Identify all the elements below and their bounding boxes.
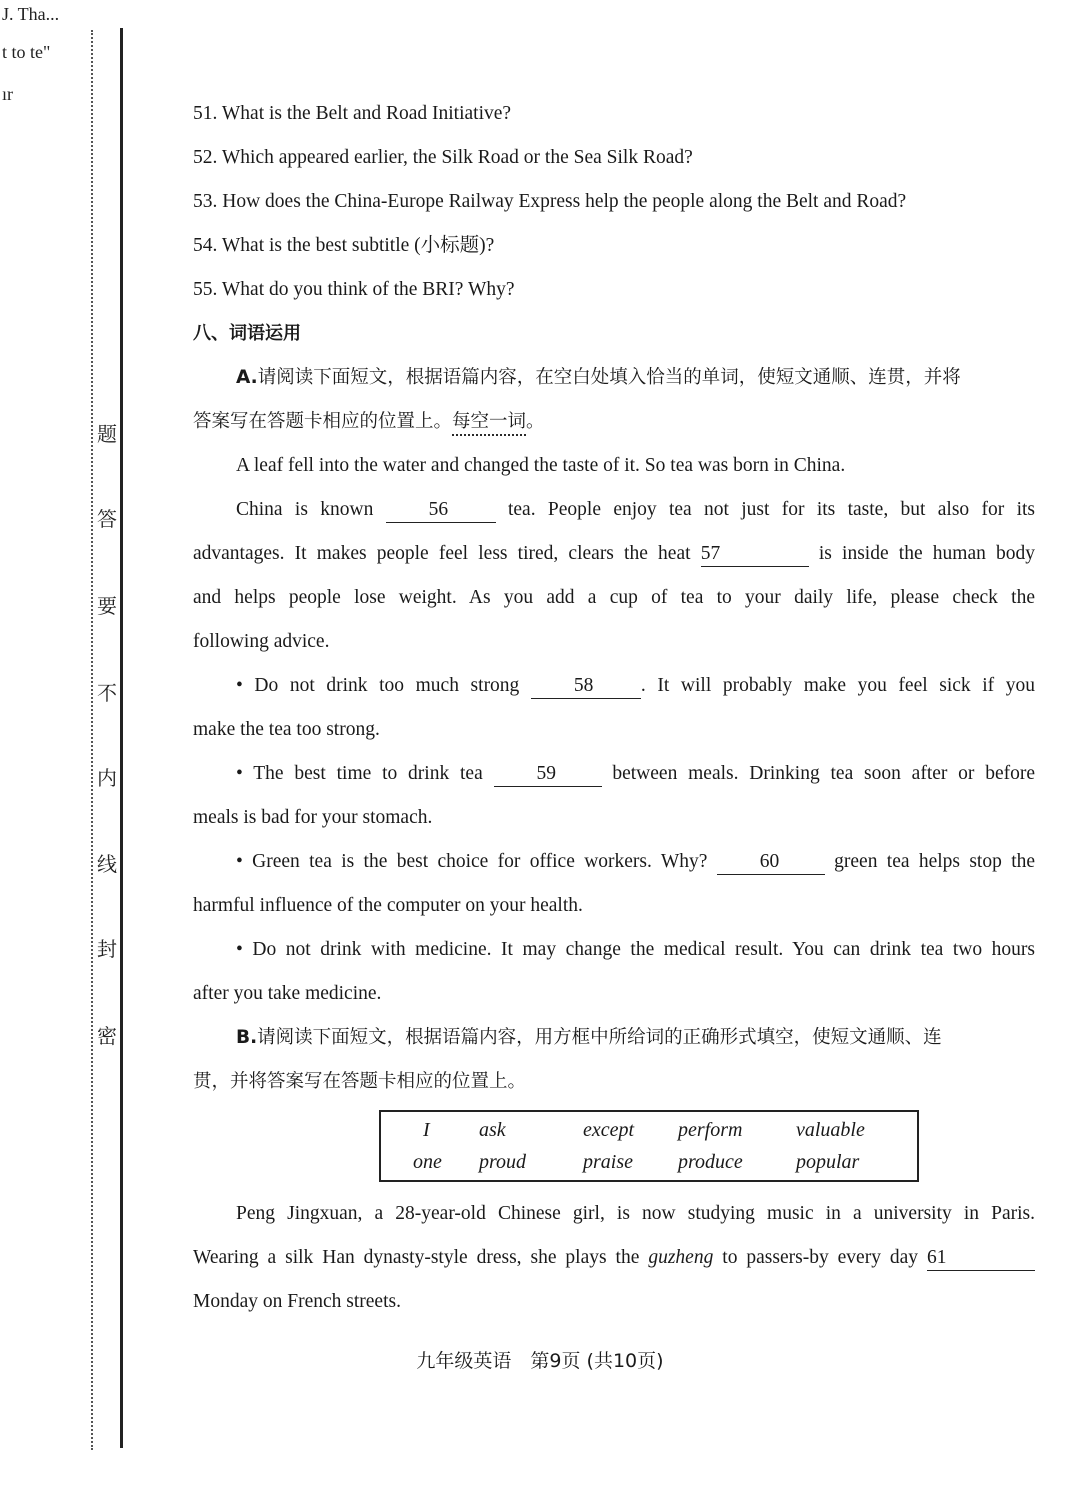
part-a-instruction-line1	[193, 356, 1035, 400]
blank-58: 58	[531, 674, 641, 699]
paragraph-line	[193, 488, 1035, 532]
margin-text-fragment: t to te"	[2, 42, 51, 62]
text-run: is inside the human body	[818, 543, 1036, 564]
text-run: • The best time to drink tea	[236, 763, 483, 784]
question-51: 51. What is the Belt and Road Initiative?	[193, 103, 512, 124]
word-box-word: ask	[479, 1119, 506, 1141]
question-54: 54. What is the best subtitle (小标题)?	[193, 235, 495, 256]
exam-content	[193, 92, 1035, 1324]
seal-line-char: 不	[97, 681, 117, 705]
blank-61: 61	[927, 1246, 1035, 1271]
binding-dotted-line	[91, 30, 93, 1450]
paragraph-line	[193, 532, 1035, 576]
word-box-word: except	[583, 1119, 635, 1141]
seal-line-char: 题	[97, 422, 117, 446]
text-run: tea. People enjoy tea not just for its taste, but also for its	[507, 499, 1035, 520]
bullet-line	[193, 752, 1035, 796]
bullet-line	[193, 664, 1035, 708]
margin-text-fragment: ır	[2, 84, 13, 104]
emphasis-text: 每空一词	[452, 411, 527, 432]
punctuation: 。	[526, 411, 545, 432]
bullet-line: • Do not drink with medicine. It may change the medical result. You can drink tea two hours	[236, 939, 1035, 960]
word-box-word: valuable	[796, 1119, 865, 1141]
part-a-label: A.	[236, 367, 258, 388]
paragraph-line: Peng Jingxuan, a 28-year-old Chinese girl, is now studying music in a university in Paris.	[236, 1203, 1035, 1224]
section-title: 八、词语运用	[193, 323, 301, 344]
word-box-word: produce	[678, 1151, 743, 1173]
part-a-instruction-line2	[193, 400, 1035, 444]
text-run: . It will probably make you feel sick if you	[640, 675, 1036, 696]
blank-56: 56	[386, 498, 496, 523]
part-b-instruction-text: 请阅读下面短文，根据语篇内容，用方框中所给词的正确形式填空，使短文通顺、连	[257, 1027, 942, 1048]
seal-line-char: 密	[97, 1024, 117, 1048]
bullet-line: meals is bad for your stomach.	[193, 807, 433, 828]
word-box-word: perform	[678, 1119, 743, 1141]
text-run: • Green tea is the best choice for office workers. Why?	[236, 851, 708, 872]
paragraph-line: and helps people lose weight. As you add a cup of tea to your daily life, please check the	[193, 587, 1035, 608]
paragraph-line: Monday on French streets.	[193, 1291, 401, 1312]
paragraph-line	[193, 1236, 1035, 1280]
question-55: 55. What do you think of the BRI? Why?	[193, 279, 515, 300]
text-run: to passers-by every day	[722, 1247, 919, 1268]
paragraph-line: A leaf fell into the water and changed the taste of it. So tea was born in China.	[236, 455, 846, 476]
text-run: China is known	[236, 499, 374, 520]
word-box-word: praise	[583, 1151, 633, 1173]
bullet-line	[193, 840, 1035, 884]
blank-60: 60	[717, 850, 825, 875]
text-run-italic: guzheng	[648, 1247, 714, 1268]
bullet-line: after you take medicine.	[193, 983, 382, 1004]
text-run: • Do not drink too much strong	[236, 675, 520, 696]
word-box-row	[381, 1146, 917, 1178]
question-52: 52. Which appeared earlier, the Silk Road or the Sea Silk Road?	[193, 147, 693, 168]
paragraph-line: following advice.	[193, 631, 330, 652]
seal-line-char: 封	[97, 937, 117, 961]
word-box-word: popular	[796, 1151, 860, 1173]
bullet-line: make the tea too strong.	[193, 719, 380, 740]
part-a-instruction-text: 请阅读下面短文，根据语篇内容，在空白处填入恰当的单词，使短文通顺、连贯，并将	[257, 367, 961, 388]
page-footer: 九年级英语 第9页 (共10页)	[416, 1350, 664, 1372]
text-run: green tea helps stop the	[834, 851, 1036, 872]
margin-text-fragment: J. Tha...	[2, 4, 60, 24]
question-53: 53. How does the China-Europe Railway Express help the people along the Belt and Road?	[193, 191, 907, 212]
text-run: advantages. It makes people feel less tired, clears the heat	[193, 543, 691, 564]
part-b-label: B.	[236, 1027, 258, 1048]
seal-line-char: 线	[97, 852, 117, 876]
part-a-instruction-text: 答案写在答题卡相应的位置上。	[193, 411, 453, 432]
blank-59: 59	[494, 762, 602, 787]
word-box-word: I	[423, 1119, 430, 1141]
blank-57: 57	[701, 542, 809, 567]
word-box-word: one	[413, 1151, 442, 1173]
text-run: between meals. Drinking tea soon after or before	[612, 763, 1036, 784]
seal-line-char: 答	[97, 507, 117, 531]
part-b-instruction-line1	[193, 1016, 1035, 1060]
word-box	[379, 1110, 919, 1182]
part-b-instruction-line2: 贯，并将答案写在答题卡相应的位置上。	[193, 1071, 527, 1092]
text-run: Wearing a silk Han dynasty-style dress, she plays the	[193, 1247, 640, 1268]
binding-solid-line	[120, 28, 123, 1448]
seal-line-char: 内	[97, 766, 117, 790]
word-box-row	[381, 1114, 917, 1146]
word-box-word: proud	[479, 1151, 527, 1173]
bullet-line: harmful influence of the computer on your health.	[193, 895, 583, 916]
seal-line-char: 要	[97, 594, 117, 618]
